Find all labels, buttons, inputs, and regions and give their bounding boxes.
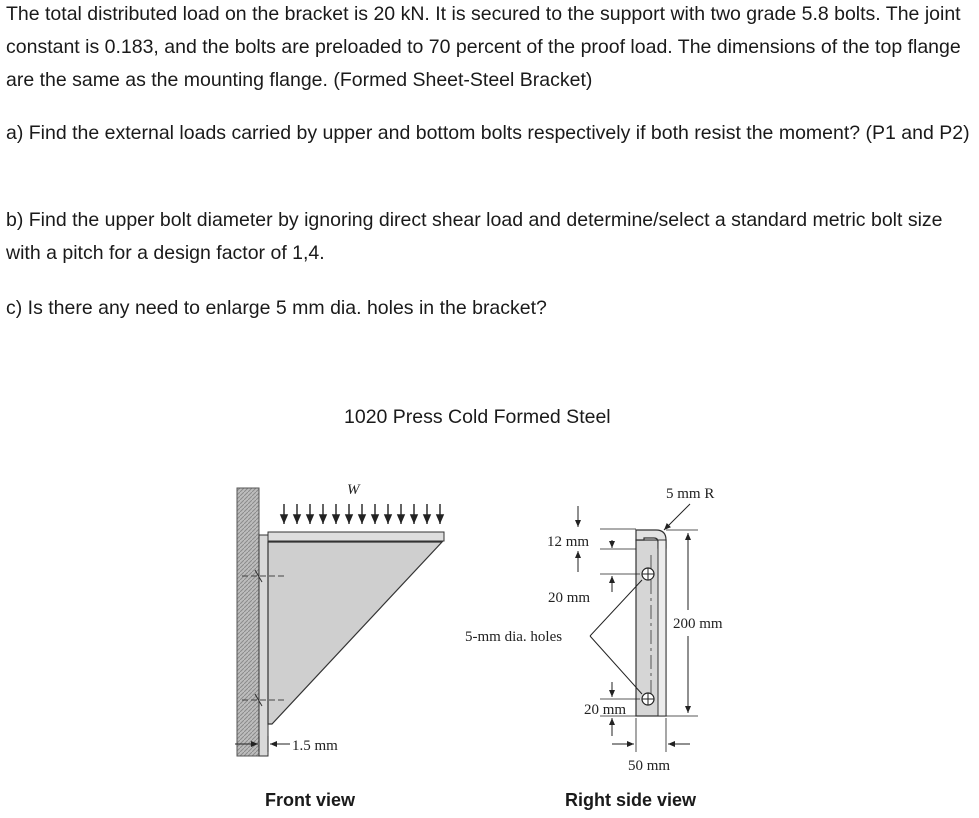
radius-label: 5 mm R xyxy=(666,486,715,502)
distributed-load-arrows xyxy=(284,504,440,524)
question-c: c) Is there any need to enlarge 5 mm dia. holes in the bracket? xyxy=(6,297,547,319)
dim-20mm-bottom: 20 mm xyxy=(584,702,627,718)
question-b: b) Find the upper bolt diameter by ignoring direct shear load and determine/select a standard metric bolt size with a pitch for a design factor of 1,4. xyxy=(6,209,943,264)
figure-title: 1020 Press Cold Formed Steel xyxy=(344,406,611,428)
front-view-label: Front view xyxy=(265,790,356,810)
holes-label: 5-mm dia. holes xyxy=(465,629,563,645)
load-label: W xyxy=(347,482,360,498)
thickness-label: 1.5 mm xyxy=(292,738,338,754)
dim-200mm: 200 mm xyxy=(673,616,723,632)
question-a: a) Find the external loads carried by upper and bottom bolts respectively if both resist the moment? (P1 and P2) xyxy=(6,122,970,144)
dim-12mm: 12 mm xyxy=(547,534,590,550)
dim-20mm-top: 20 mm xyxy=(548,590,591,606)
side-view-label: Right side view xyxy=(565,790,697,810)
front-view-drawing xyxy=(235,482,444,756)
problem-statement: The total distributed load on the bracket is 20 kN. It is secured to the support with two grade 5.8 bolts. The joint constant is 0.183, and the bolts are preloaded to 70 percent of the proof load. The dimensions of the top flange are the same as the mounting flange. (Formed Sheet-Steel Bracket) xyxy=(6,3,961,91)
wall-support xyxy=(237,488,259,756)
bracket-gusset xyxy=(268,542,442,724)
top-flange xyxy=(268,532,444,541)
dim-50mm: 50 mm xyxy=(628,758,671,774)
side-view-drawing xyxy=(465,486,723,774)
mounting-flange xyxy=(259,535,268,756)
